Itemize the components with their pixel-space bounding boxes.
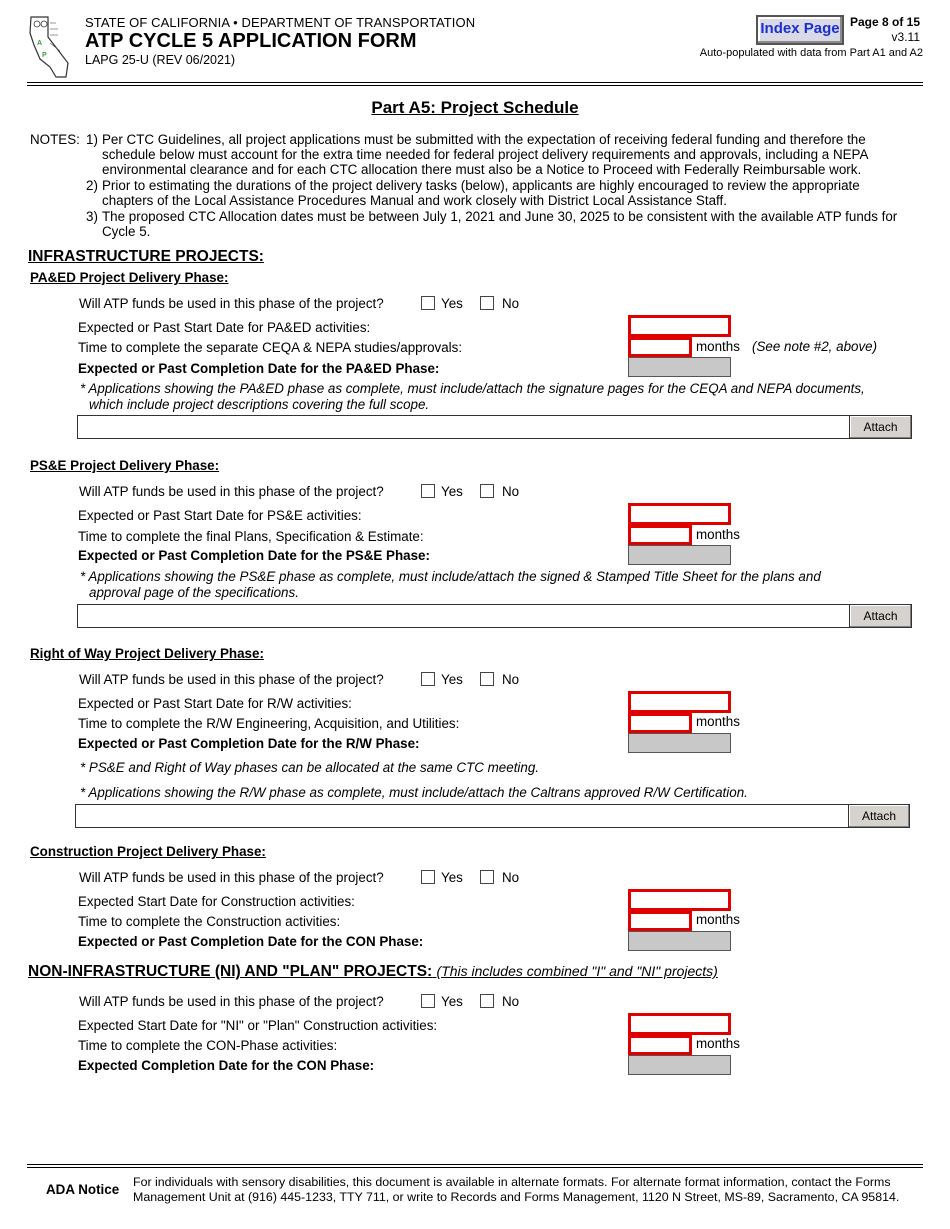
version: v3.11: [891, 30, 920, 44]
row-attachment-field[interactable]: [75, 804, 849, 828]
part-title: Part A5: Project Schedule: [371, 98, 579, 117]
caltrans-logo: [28, 15, 72, 79]
con-time-label: Time to complete the Construction activities:: [78, 914, 341, 929]
svg-text:A: A: [37, 40, 43, 47]
paed-yes-checkbox[interactable]: [421, 296, 435, 310]
ni-heading-note: (This includes combined "I" and "NI" projects): [436, 963, 718, 979]
ni-yes-checkbox[interactable]: [421, 994, 435, 1008]
row-funds-question: Will ATP funds be used in this phase of the project?: [79, 672, 384, 687]
con-completion-date-field: [628, 931, 731, 951]
pse-no-checkbox[interactable]: [480, 484, 494, 498]
row-months-field[interactable]: [628, 713, 692, 733]
ni-heading: [28, 963, 718, 981]
con-heading: Construction Project Delivery Phase:: [30, 844, 266, 859]
ada-notice-label: ADA Notice: [46, 1182, 120, 1197]
con-start-label: Expected Start Date for Construction activities:: [78, 894, 355, 909]
ni-funds-question: Will ATP funds be used in this phase of the project?: [79, 994, 384, 1009]
con-yes-checkbox[interactable]: [421, 870, 435, 884]
pse-heading: PS&E Project Delivery Phase:: [30, 458, 220, 473]
con-start-date-field[interactable]: [628, 889, 731, 911]
pse-time-label: Time to complete the final Plans, Specification & Estimate:: [78, 529, 424, 544]
agency-name: STATE OF CALIFORNIA • DEPARTMENT OF TRANSPORTATION: [85, 15, 476, 30]
ada-notice-text: For individuals with sensory disabilities, this document is available in alternate formats. For alternate format information, contact the Forms: [133, 1175, 891, 1189]
paed-attach-button[interactable]: Attach: [849, 415, 912, 439]
con-funds-question: Will ATP funds be used in this phase of the project?: [79, 870, 384, 885]
ni-months-label: months: [696, 1036, 740, 1051]
row-completion-date-field: [628, 733, 731, 753]
paed-completion-label: Expected or Past Completion Date for the PA&ED Phase:: [78, 361, 440, 376]
ada-notice-text: Management Unit at (916) 445-1233, TTY 711, or write to Records and Forms Management, 1120 N Street, MS-89, Sacramento, CA 95814.: [133, 1190, 900, 1204]
row-start-label: Expected or Past Start Date for R/W activities:: [78, 696, 352, 711]
paed-start-date-field[interactable]: [628, 315, 731, 337]
ni-completion-date-field: [628, 1055, 731, 1075]
ni-start-label: Expected Start Date for "NI" or "Plan" Construction activities:: [78, 1018, 438, 1033]
paed-time-label: Time to complete the separate CEQA & NEPA studies/approvals:: [78, 340, 463, 355]
pse-attach-button[interactable]: Attach: [849, 604, 912, 628]
paed-attachment-field[interactable]: [77, 415, 850, 439]
paed-start-label: Expected or Past Start Date for PA&ED activities:: [78, 320, 371, 335]
notes-label: NOTES:: [30, 132, 80, 147]
pse-months-label: months: [696, 527, 740, 542]
pse-no-label: No: [502, 484, 520, 499]
ni-no-label: No: [502, 994, 520, 1009]
row-no-checkbox[interactable]: [480, 672, 494, 686]
con-no-label: No: [502, 870, 520, 885]
paed-note: which include project descriptions covering the full scope.: [89, 397, 430, 412]
footer-divider: [27, 1164, 923, 1165]
pse-yes-checkbox[interactable]: [421, 484, 435, 498]
row-note-allocation: * PS&E and Right of Way phases can be allocated at the same CTC meeting.: [80, 760, 540, 775]
con-completion-label: Expected or Past Completion Date for the CON Phase:: [78, 934, 424, 949]
pse-note: * Applications showing the PS&E phase as complete, must include/attach the signed & Stamped Title Sheet for the plans and: [80, 569, 821, 584]
paed-completion-date-field: [628, 357, 731, 377]
ni-months-field[interactable]: [628, 1035, 692, 1055]
ni-no-checkbox[interactable]: [480, 994, 494, 1008]
paed-no-label: No: [502, 296, 520, 311]
pse-completion-date-field: [628, 545, 731, 565]
con-months-field[interactable]: [628, 911, 692, 931]
paed-note: * Applications showing the PA&ED phase as complete, must include/attach the signature pages for the CEQA and NEPA documents,: [80, 381, 865, 396]
index-page-button[interactable]: Index Page: [756, 15, 844, 45]
paed-funds-question: Will ATP funds be used in this phase of the project?: [79, 296, 384, 311]
pse-funds-question: Will ATP funds be used in this phase of the project?: [79, 484, 384, 499]
row-attach-button[interactable]: Attach: [848, 804, 910, 828]
row-start-date-field[interactable]: [628, 691, 731, 713]
pse-start-date-field[interactable]: [628, 503, 731, 525]
row-time-label: Time to complete the R/W Engineering, Acquisition, and Utilities:: [78, 716, 460, 731]
pse-yes-label: Yes: [441, 484, 463, 499]
note-text: Per CTC Guidelines, all project applications must be submitted with the expectation of receiving federal funding and therefore the schedule below must account for the extra time needed for federal project delivery requirements and approvals, including a NEPA environmental clearance and for each CTC allocation there must also be a Notice to Proceed with Federally Reimbursable work.: [102, 132, 868, 178]
row-months-label: months: [696, 714, 740, 729]
form-title: ATP CYCLE 5 APPLICATION FORM: [85, 30, 417, 52]
ni-heading-text: NON-INFRASTRUCTURE (NI) AND "PLAN" PROJECTS:: [28, 963, 433, 980]
ni-time-label: Time to complete the CON-Phase activities:: [78, 1038, 338, 1053]
note-number: 3): [86, 209, 98, 224]
paed-see-note: (See note #2, above): [752, 339, 878, 354]
row-yes-label: Yes: [441, 672, 463, 687]
header-divider: [27, 82, 923, 83]
note-text: The proposed CTC Allocation dates must be between July 1, 2021 and June 30, 2025 to be consistent with the available ATP funds for Cycle 5.: [102, 209, 898, 240]
ni-yes-label: Yes: [441, 994, 463, 1009]
paed-yes-label: Yes: [441, 296, 463, 311]
page-number: Page 8 of 15: [849, 15, 920, 29]
row-heading: Right of Way Project Delivery Phase:: [30, 646, 264, 661]
row-note-certification: * Applications showing the R/W phase as complete, must include/attach the Caltrans approved R/W Certification.: [80, 785, 748, 800]
pse-months-field[interactable]: [628, 525, 692, 545]
pse-attachment-field[interactable]: [77, 604, 850, 628]
con-no-checkbox[interactable]: [480, 870, 494, 884]
note-number: 2): [86, 178, 98, 193]
autopop-note: Auto-populated with data from Part A1 and A2: [699, 47, 923, 59]
form-code: LAPG 25-U (REV 06/2021): [85, 53, 236, 67]
note-number: 1): [86, 132, 98, 147]
con-yes-label: Yes: [441, 870, 463, 885]
con-months-label: months: [696, 912, 740, 927]
note-text: Prior to estimating the durations of the project delivery tasks (below), applicants are highly encouraged to review the appropriate chapters of the Local Assistance Procedures Manual and work closely with District Local Assistance Staff.: [102, 178, 860, 209]
header-divider: [27, 85, 923, 86]
ni-completion-label: Expected Completion Date for the CON Phase:: [78, 1058, 375, 1073]
paed-months-label: months: [696, 339, 740, 354]
paed-months-field[interactable]: [628, 337, 692, 357]
row-no-label: No: [502, 672, 520, 687]
row-completion-label: Expected or Past Completion Date for the R/W Phase:: [78, 736, 420, 751]
pse-completion-label: Expected or Past Completion Date for the PS&E Phase:: [78, 548, 430, 563]
paed-no-checkbox[interactable]: [480, 296, 494, 310]
pse-note: approval page of the specifications.: [89, 585, 299, 600]
svg-text:P: P: [42, 52, 47, 59]
pse-start-label: Expected or Past Start Date for PS&E activities:: [78, 508, 362, 523]
paed-heading: PA&ED Project Delivery Phase:: [30, 270, 229, 285]
ni-start-date-field[interactable]: [628, 1013, 731, 1035]
row-yes-checkbox[interactable]: [421, 672, 435, 686]
infrastructure-heading: INFRASTRUCTURE PROJECTS:: [28, 248, 264, 265]
footer-divider: [27, 1167, 923, 1168]
